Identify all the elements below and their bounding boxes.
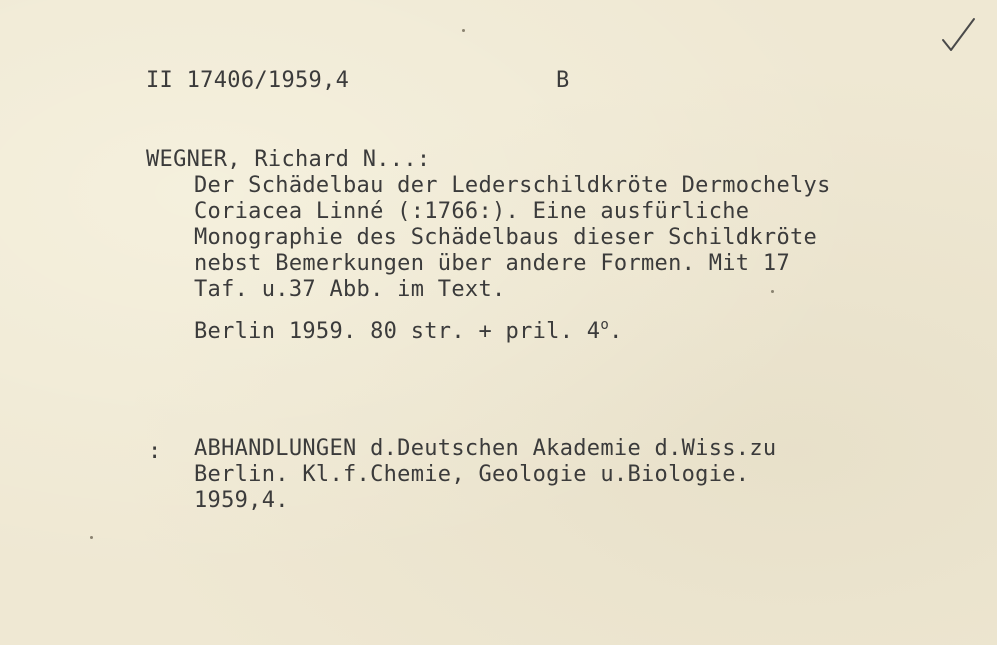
series-line-1: ABHANDLUNGEN d.Deutschen Akademie d.Wiss.zu xyxy=(194,436,777,461)
checkmark-icon xyxy=(938,16,978,56)
imprint-superscript: o xyxy=(600,317,610,333)
title-line-3: Monographie des Schädelbaus dieser Schildkröte xyxy=(194,225,818,250)
paper-speck xyxy=(90,536,93,539)
imprint-end: . xyxy=(609,319,623,344)
series-line-3: 1959,4. xyxy=(194,488,289,513)
series-line-2: Berlin. Kl.f.Chemie, Geologie u.Biologie. xyxy=(194,462,750,487)
title-line-1: Der Schädelbau der Lederschildkröte Dermochelys xyxy=(194,173,831,198)
author-heading: WEGNER, Richard N...: xyxy=(146,147,431,172)
imprint xyxy=(194,312,623,345)
imprint-text: Berlin 1959. 80 str. + pril. 4 xyxy=(194,319,601,344)
title-line-5: Taf. u.37 Abb. im Text. xyxy=(194,277,506,302)
title-line-4: nebst Bemerkungen über andere Formen. Mit 17 xyxy=(194,251,790,276)
title-line-2: Coriacea Linné (:1766:). Eine ausfürliche xyxy=(194,199,750,224)
series-marker: : xyxy=(148,439,162,464)
shelf-mark: B xyxy=(556,68,570,93)
paper-speck xyxy=(462,29,465,32)
paper-speck xyxy=(771,290,774,293)
call-number: II 17406/1959,4 xyxy=(146,68,350,93)
